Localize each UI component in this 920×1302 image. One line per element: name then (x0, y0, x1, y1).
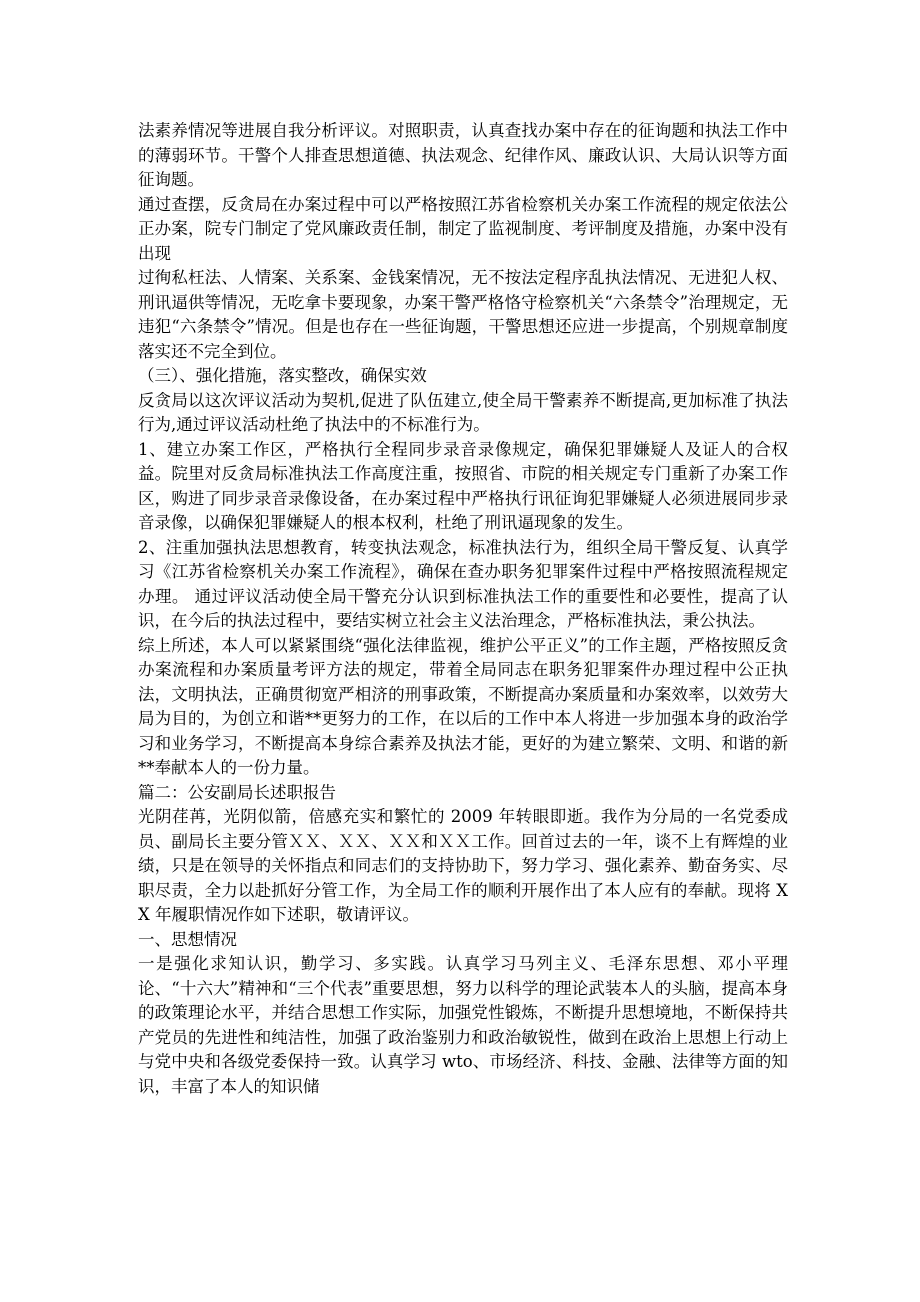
paragraph-inspection-result: 通过查摆，反贪局在办案过程中可以严格按照江苏省检察机关办案工作流程的规定依法公正办案，院专门制定了党风廉政责任制，制定了监视制度、考评制度及措施，办案中没有出现 (138, 194, 788, 263)
paragraph-intro: 光阴荏苒，光阴似箭，倍感充实和繁忙的 2009 年转眼即逝。我作为分局的一名党委成员、副局长主要分管ＸＸ、ＸＸ、ＸＸ和ＸＸ工作。回首过去的一年，谈不上有辉煌的业绩，只是在领导的关怀指点和同志们的支持协助下，努力学习、强化素养、勤奋务实、尽职尽责，全力以赴抓好分管工作，为全局工作的顺利开展作出了本人应有的奉献。现将 XX 年履职情况作如下述职，敬请评议。 (138, 807, 788, 924)
paragraph-item-one: 1、建立办案工作区，严格执行全程同步录音录像规定，确保犯罪嫌疑人及证人的合权益。院里对反贪局标准执法工作高度注重，按照省、市院的相关规定专门重新了办案工作区，购进了同步录音录像设备，在办案过程中严格执行讯征询犯罪嫌疑人必须进展同步录音录像，以确保犯罪嫌疑人的根本权利，杜绝了刑讯逼现象的发生。 (138, 439, 788, 532)
section-heading-three: （三）、强化措施，落实整改，确保实效 (138, 366, 427, 385)
paragraph-summary: 综上所述，本人可以紧紧围绕“强化法律监视，维护公平正义”的工作主题，严格按照反贪办案流程和办案质量考评方法的规定，带着全局同志在职务犯罪案件办理过程中公正执法，文明执法，正确贯彻宽严相济的刑事政策，不断提高办案质量和办案效率，以效劳大局为目的，为创立和谐**更努力的工作，在以后的工作中本人将进一步加强本身的政治学习和业务学习，不断提高本身综合素养及执法才能，更好的为建立繁荣、文明、和谐的新**奉献本人的一份力量。 (138, 635, 788, 777)
paragraph-self-analysis: 法素养情况等进展自我分析评议。对照职责，认真查找办案中存在的征询题和执法工作中的薄弱环节。干警个人排查思想道德、执法观念、纪律作风、廉政认识、大局认识等方面征询题。 (138, 121, 788, 189)
paragraph-evaluation-opportunity: 反贪局以这次评议活动为契机,促进了队伍建立,使全局干警素养不断提高,更加标准了执法行为,通过评议活动杜绝了执法中的不标准行为。 (138, 390, 788, 434)
section-heading-thought: 一、思想情况 (138, 929, 237, 949)
paragraph-item-two: 2、注重加强执法思想教育，转变执法观念，标准执法行为，组织全局干警反复、认真学习《江苏省检察机关办案工作流程》，确保在查办职务犯罪案件过程中严格按照流程规定办理。 通过评议活动使全局干警充分认识到标准执法工作的重要性和必要性，提高了认识，在今后的执法过程中，要结实树立社会主义法治理念，严格标准执法，秉公执法。 (138, 537, 788, 630)
paragraph-no-misconduct: 过徇私枉法、人情案、关系案、金钱案情况，无不按法定程序乱执法情况、无进犯人权、刑讯逼供等情况，无吃拿卡要现象，办案干警严格恪守检察机关“六条禁令”治理规定，无违犯“六条禁令”情况。但是也存在一些征询题，干警思想还应进一步提高，个别规章制度落实还不完全到位。 (138, 268, 788, 361)
document-body (138, 119, 788, 1099)
article-two-title: 篇二：公安副局长述职报告 (138, 782, 336, 802)
paragraph-study: 一是强化求知认识，勤学习、多实践。认真学习马列主义、毛泽东思想、邓小平理论、“十六大”精神和“三个代表”重要思想，努力以科学的理论武装本人的头脑，提高本身的政策理论水平，并结合思想工作实际，加强党性锻炼，不断提升思想境地，不断保持共产党员的先进性和纯洁性，加强了政治鉴别力和政治敏锐性，做到在政治上思想上行动上与党中央和各级党委保持一致。认真学习 wto、市场经济、科技、金融、法律等方面的知识，丰富了本人的知识储 (138, 954, 788, 1096)
